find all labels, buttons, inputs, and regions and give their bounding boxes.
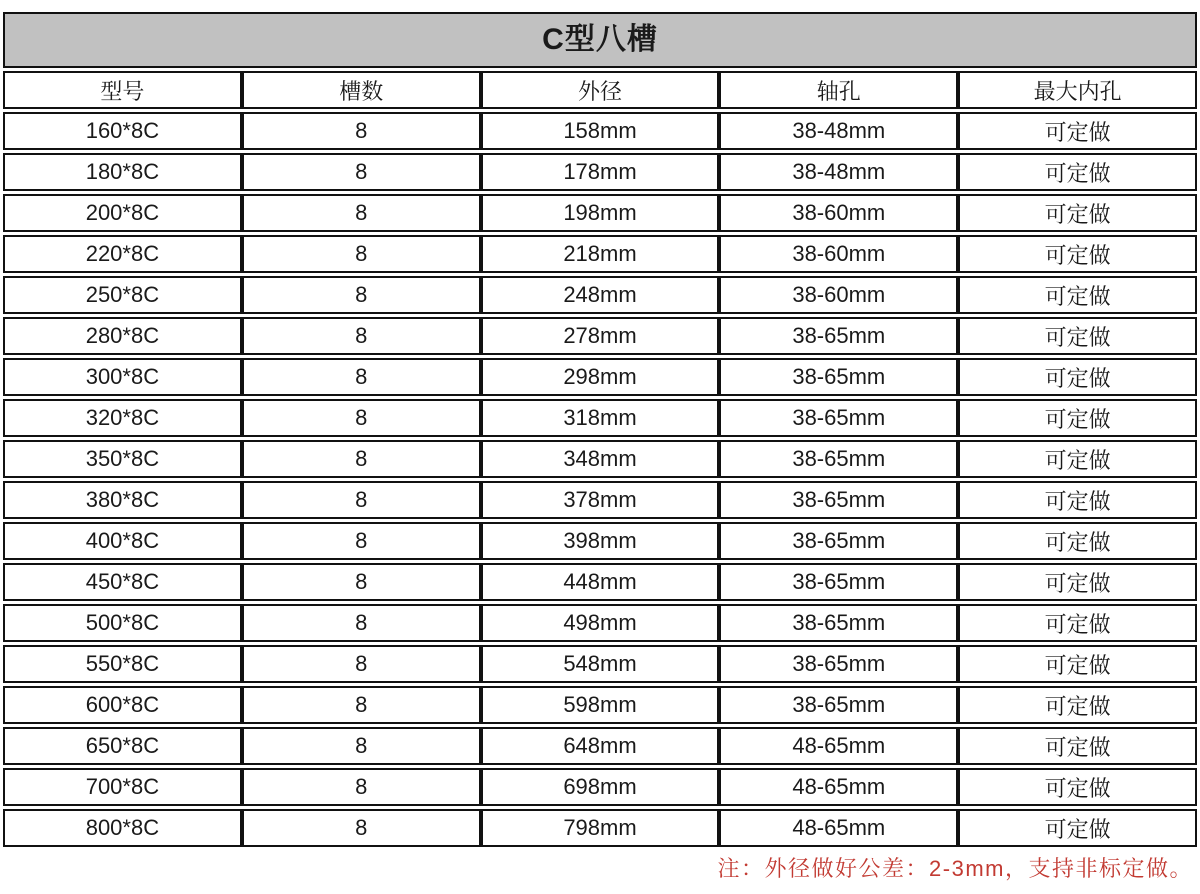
table-cell: 8 [242, 522, 481, 560]
table-title: C型八槽 [3, 12, 1197, 68]
table-cell: 38-65mm [719, 522, 958, 560]
table-cell: 278mm [481, 317, 720, 355]
table-cell: 可定做 [958, 522, 1197, 560]
table-cell: 可定做 [958, 153, 1197, 191]
table-row [3, 604, 1197, 642]
table-cell: 可定做 [958, 399, 1197, 437]
table-cell: 8 [242, 604, 481, 642]
table-cell: 8 [242, 645, 481, 683]
table-cell: 可定做 [958, 686, 1197, 724]
table-cell: 320*8C [3, 399, 242, 437]
footnote: 注：外径做好公差：2-3mm，支持非标定做。 [717, 856, 1193, 881]
table-row [3, 727, 1197, 765]
table-cell: 8 [242, 276, 481, 314]
table-cell: 298mm [481, 358, 720, 396]
table-cell: 8 [242, 727, 481, 765]
table-cell: 8 [242, 112, 481, 150]
table-cell: 38-65mm [719, 604, 958, 642]
table-row [3, 276, 1197, 314]
table-cell: 648mm [481, 727, 720, 765]
table-body [3, 112, 1197, 847]
table-cell: 可定做 [958, 235, 1197, 273]
header-model: 型号 [3, 71, 242, 109]
header-max-bore: 最大内孔 [958, 71, 1197, 109]
table-cell: 可定做 [958, 276, 1197, 314]
table-cell: 可定做 [958, 440, 1197, 478]
table-cell: 400*8C [3, 522, 242, 560]
table-cell: 178mm [481, 153, 720, 191]
table-cell: 可定做 [958, 481, 1197, 519]
table-cell: 548mm [481, 645, 720, 683]
table-cell: 38-60mm [719, 235, 958, 273]
table-cell: 8 [242, 440, 481, 478]
table-cell: 可定做 [958, 194, 1197, 232]
table-cell: 800*8C [3, 809, 242, 847]
table-row [3, 522, 1197, 560]
table-cell: 180*8C [3, 153, 242, 191]
table-cell: 698mm [481, 768, 720, 806]
table-cell: 380*8C [3, 481, 242, 519]
table-cell: 8 [242, 153, 481, 191]
table-row [3, 686, 1197, 724]
table-cell: 8 [242, 358, 481, 396]
table-cell: 38-60mm [719, 276, 958, 314]
table-cell: 158mm [481, 112, 720, 150]
table-cell: 8 [242, 809, 481, 847]
table-cell: 38-65mm [719, 440, 958, 478]
table-cell: 可定做 [958, 358, 1197, 396]
table-cell: 38-48mm [719, 153, 958, 191]
table-cell: 8 [242, 235, 481, 273]
table-cell: 可定做 [958, 604, 1197, 642]
table-cell: 可定做 [958, 563, 1197, 601]
table-cell: 450*8C [3, 563, 242, 601]
table-row [3, 194, 1197, 232]
table-cell: 38-60mm [719, 194, 958, 232]
spec-table [3, 68, 1197, 850]
table-cell: 可定做 [958, 112, 1197, 150]
table-cell: 700*8C [3, 768, 242, 806]
table-cell: 378mm [481, 481, 720, 519]
table-cell: 8 [242, 481, 481, 519]
table-cell: 348mm [481, 440, 720, 478]
table-cell: 248mm [481, 276, 720, 314]
table-cell: 可定做 [958, 645, 1197, 683]
header-groove-count: 槽数 [242, 71, 481, 109]
table-cell: 198mm [481, 194, 720, 232]
table-cell: 500*8C [3, 604, 242, 642]
table-cell: 38-48mm [719, 112, 958, 150]
table-cell: 8 [242, 194, 481, 232]
table-row [3, 440, 1197, 478]
table-row [3, 563, 1197, 601]
table-row [3, 317, 1197, 355]
table-cell: 318mm [481, 399, 720, 437]
table-cell: 448mm [481, 563, 720, 601]
table-cell: 38-65mm [719, 686, 958, 724]
table-cell: 可定做 [958, 768, 1197, 806]
table-cell: 598mm [481, 686, 720, 724]
table-cell: 38-65mm [719, 399, 958, 437]
table-row [3, 153, 1197, 191]
table-cell: 48-65mm [719, 809, 958, 847]
table-cell: 8 [242, 563, 481, 601]
table-cell: 8 [242, 768, 481, 806]
table-cell: 38-65mm [719, 317, 958, 355]
table-cell: 300*8C [3, 358, 242, 396]
header-outer-diameter: 外径 [481, 71, 720, 109]
table-cell: 38-65mm [719, 358, 958, 396]
table-cell: 280*8C [3, 317, 242, 355]
table-cell: 8 [242, 686, 481, 724]
table-row [3, 358, 1197, 396]
table-cell: 8 [242, 317, 481, 355]
table-cell: 160*8C [3, 112, 242, 150]
table-row [3, 768, 1197, 806]
table-cell: 可定做 [958, 809, 1197, 847]
header-row [3, 71, 1197, 109]
table-row [3, 809, 1197, 847]
table-cell: 200*8C [3, 194, 242, 232]
table-row [3, 112, 1197, 150]
table-cell: 38-65mm [719, 481, 958, 519]
table-row [3, 481, 1197, 519]
table-cell: 38-65mm [719, 645, 958, 683]
table-cell: 220*8C [3, 235, 242, 273]
table-cell: 550*8C [3, 645, 242, 683]
table-row [3, 235, 1197, 273]
table-cell: 38-65mm [719, 563, 958, 601]
table-row [3, 399, 1197, 437]
header-shaft-hole: 轴孔 [719, 71, 958, 109]
table-cell: 650*8C [3, 727, 242, 765]
table-row [3, 645, 1197, 683]
table-cell: 600*8C [3, 686, 242, 724]
table-cell: 398mm [481, 522, 720, 560]
table-cell: 350*8C [3, 440, 242, 478]
table-cell: 798mm [481, 809, 720, 847]
table-cell: 8 [242, 399, 481, 437]
table-cell: 250*8C [3, 276, 242, 314]
table-cell: 48-65mm [719, 768, 958, 806]
table-cell: 498mm [481, 604, 720, 642]
table-cell: 218mm [481, 235, 720, 273]
table-cell: 可定做 [958, 727, 1197, 765]
table-cell: 48-65mm [719, 727, 958, 765]
table-cell: 可定做 [958, 317, 1197, 355]
